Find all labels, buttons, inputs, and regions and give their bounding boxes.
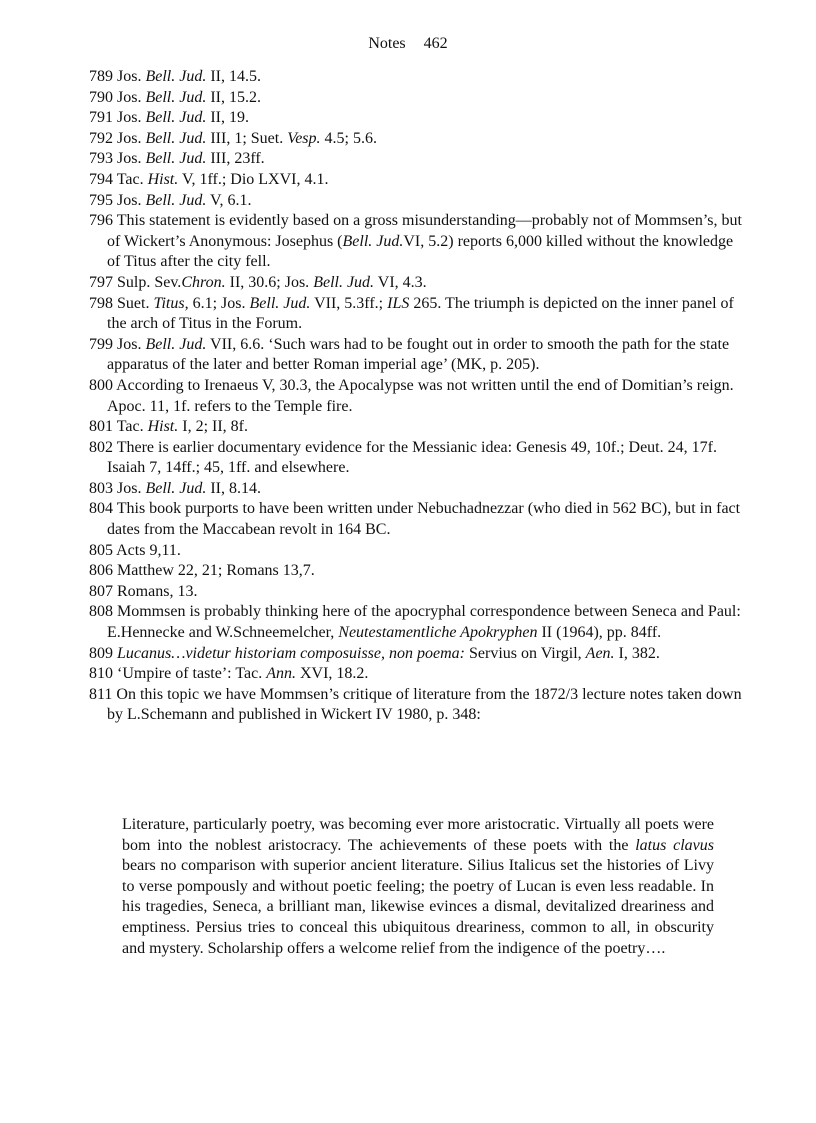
text-run: On this topic we have Mommsen’s critique of literature from the 1872/3 lecture notes taken down by L.Schemann and published in Wickert IV 1980, p. 348: [107, 685, 742, 724]
text-run: V, 6.1. [206, 191, 252, 209]
note-number: 807 [89, 582, 113, 600]
italic-text: Vesp. [287, 129, 321, 147]
italic-text: Bell. Jud. [145, 479, 207, 497]
text-run: This statement is evidently based on a gross misunderstanding—probably not of Mommsen’s, but of Wickert’s Anonymous: Josephus ( [107, 212, 742, 250]
italic-text: Bell. Jud. [145, 335, 207, 353]
note-number: 808 [89, 603, 113, 621]
note-800 [89, 376, 749, 417]
italic-text: Bell. Jud. [145, 68, 207, 85]
italic-text: Bell. Jud. [145, 88, 207, 106]
text-run: Matthew 22, 21; Romans 13,7. [117, 562, 315, 580]
note-number: 801 [89, 418, 113, 436]
text-run: Jos. [117, 68, 146, 85]
text-run: This book purports to have been written under Nebuchadnezzar (who died in 562 BC), but in fact dates from the Maccabean revolt in 164 BC. [107, 500, 741, 539]
note-801 [89, 417, 749, 438]
note-806 [89, 561, 749, 582]
italic-text: Hist. [147, 170, 179, 188]
text-run: bears no comparison with superior ancient literature. Silius Italicus set the histories of Livy to verse pompously and without poetic feeling; the poetry of Lucan is even less readable. In his tragedies, Seneca, a brilliant man, likewise evinces a dismal, devitalized dreariness and emptiness. Persius tries to conceal this ubiquitous dreariness, common to all, in obscurity and mystery. Scholarship offers a welcome relief from the indigence of the poetry…. [122, 857, 714, 957]
text-run: Tac. [116, 418, 148, 436]
text-run: VII, 5.3ff.; [310, 294, 388, 312]
text-run: III, 23ff. [206, 150, 265, 168]
endnotes-list [89, 67, 749, 726]
note-number: 796 [89, 212, 113, 230]
note-number: 804 [89, 500, 113, 518]
note-number: 811 [89, 685, 113, 703]
italic-text: Neutestamentliche Apokryphen [338, 624, 538, 642]
text-run: II, 8.14. [206, 479, 261, 497]
text-run: 6.1; Jos. [188, 294, 250, 312]
text-run: I, 382. [614, 644, 660, 662]
text-run: There is earlier documentary evidence for the Messianic idea: Genesis 49, 10f.; Deut. 24, 17f. Isaiah 7, 14ff.; 45, 1ff. and elsewhere. [107, 438, 717, 477]
text-run: Romans, 13. [117, 582, 198, 600]
italic-text: Bell. Jud. [145, 109, 207, 127]
text-run: ‘Umpire of taste’: Tac. [117, 665, 267, 683]
text-run: Jos. [117, 479, 146, 497]
note-number: 795 [89, 191, 113, 209]
note-802 [89, 438, 749, 479]
text-run: II, 30.6; Jos. [225, 273, 314, 291]
note-792 [89, 129, 749, 150]
page-number: 462 [423, 35, 448, 52]
note-789 [89, 67, 749, 88]
text-run: XVI, 18.2. [295, 665, 369, 683]
italic-text: Bell. Jud. [145, 129, 207, 147]
italic-text: latus clavus [635, 836, 714, 854]
text-run: II, 19. [206, 109, 249, 127]
text-run: II, 15.2. [206, 88, 261, 106]
italic-text: Bell. Jud. [145, 191, 207, 209]
note-number: 802 [89, 438, 113, 456]
page-header [0, 34, 816, 54]
italic-text: ILS [387, 294, 410, 312]
italic-text: Chron. [181, 273, 226, 291]
text-run: Acts 9,11. [116, 541, 181, 559]
text-run: Jos. [117, 335, 146, 353]
note-number: 799 [89, 335, 113, 353]
note-804 [89, 499, 749, 540]
text-run: VI, 4.3. [374, 273, 427, 291]
text-run: Jos. [117, 109, 146, 127]
note-number: 794 [89, 170, 113, 188]
note-799 [89, 335, 749, 376]
note-797 [89, 273, 749, 294]
text-run: V, 1ff.; Dio LXVI, 4.1. [178, 170, 329, 188]
text-run: Jos. [117, 129, 146, 147]
note-805 [89, 541, 749, 562]
note-number: 792 [89, 129, 113, 147]
note-793 [89, 149, 749, 170]
text-run: II (1964), pp. 84ff. [537, 624, 662, 642]
text-run: I, 2; II, 8f. [178, 418, 249, 436]
note-number: 805 [89, 541, 113, 559]
block-quote [122, 815, 714, 959]
note-791 [89, 108, 749, 129]
italic-text: Bell. Jud. [249, 294, 311, 312]
text-run: Jos. [117, 88, 146, 106]
note-number: 797 [89, 273, 113, 291]
text-run: Tac. [116, 170, 148, 188]
note-798 [89, 294, 749, 335]
note-795 [89, 191, 749, 212]
note-number: 791 [89, 109, 113, 127]
italic-text: Lucanus…videtur historiam composuisse, non poema: [117, 644, 465, 662]
note-809 [89, 644, 749, 665]
text-run: Servius on Virgil, [464, 644, 586, 662]
note-808 [89, 602, 749, 643]
text-run: Mommsen is probably thinking here of the apocryphal correspondence between Seneca and Paul: E.Hennecke and W.Schneemelcher, [107, 603, 741, 642]
text-run: 265. The triumph is depicted on the inner panel of the arch of Titus in the Forum. [107, 294, 734, 333]
note-796 [89, 211, 749, 273]
note-number: 803 [89, 479, 113, 497]
italic-text: Bell. Jud. [342, 232, 404, 250]
note-807 [89, 582, 749, 603]
text-run: VI, 5.2) reports 6,000 killed without the knowledge of Titus after the city fell. [107, 232, 734, 271]
text-run: Jos. [117, 150, 146, 168]
note-790 [89, 88, 749, 109]
text-run: Suet. [117, 294, 154, 312]
note-number: 798 [89, 294, 113, 312]
note-number: 793 [89, 150, 113, 168]
italic-text: Aen. [585, 644, 615, 662]
italic-text: Hist. [147, 418, 179, 436]
note-number: 809 [89, 644, 113, 662]
text-run: Sulp. Sev. [117, 273, 182, 291]
text-run: 4.5; 5.6. [320, 129, 377, 147]
text-run: II, 14.5. [206, 68, 261, 85]
text-run: Literature, particularly poetry, was becoming ever more aristocratic. Virtually all poets were bom into the noblest aristocracy. The achievements of these poets with the [122, 816, 714, 854]
note-number: 800 [89, 376, 113, 394]
note-811 [89, 685, 749, 726]
text-run: Jos. [117, 191, 146, 209]
italic-text: Bell. Jud. [145, 150, 207, 168]
note-number: 790 [89, 88, 113, 106]
italic-text: Bell. Jud. [313, 273, 375, 291]
text-run: According to Irenaeus V, 30.3, the Apocalypse was not written until the end of Domitian’s reign. Apoc. 11, 1f. refers to the Temple fire. [107, 376, 734, 415]
note-810 [89, 664, 749, 685]
note-number: 806 [89, 562, 113, 580]
running-title: Notes [368, 35, 406, 52]
italic-text: Titus, [153, 294, 189, 312]
note-number: 789 [89, 68, 113, 85]
note-number: 810 [89, 665, 113, 683]
text-run: III, 1; Suet. [206, 129, 288, 147]
italic-text: Ann. [266, 665, 296, 683]
text-run: VII, 6.6. ‘Such wars had to be fought out in order to smooth the path for the state apparatus of the later and better Roman imperial age’ (MK, p. 205). [107, 335, 730, 374]
note-803 [89, 479, 749, 500]
note-794 [89, 170, 749, 191]
